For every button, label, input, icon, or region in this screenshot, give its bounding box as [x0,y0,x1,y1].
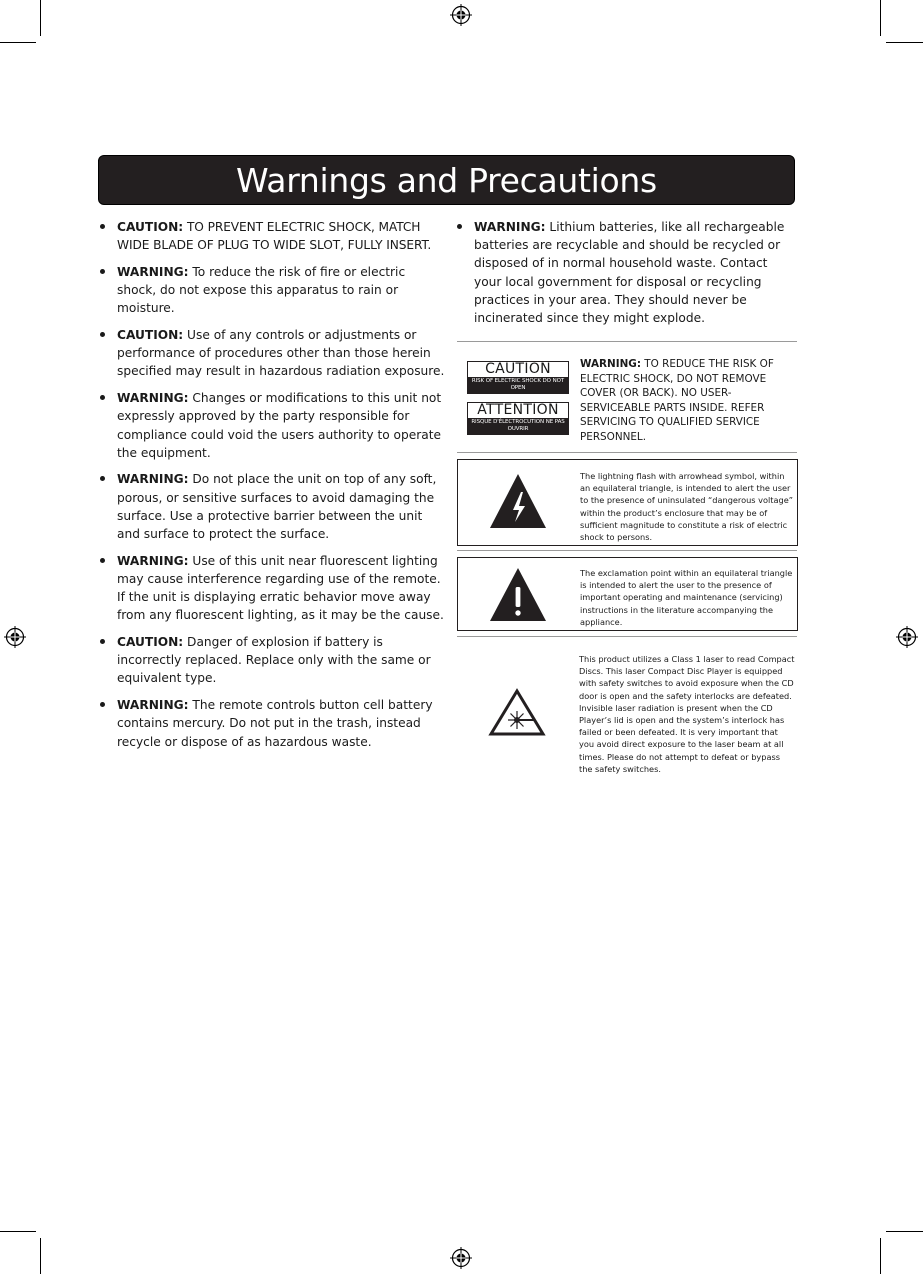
divider [457,550,797,551]
lightning-notice-box [457,459,798,546]
shock-warning [580,357,790,445]
crop-mark [40,1238,41,1274]
item-label: CAUTION: [117,328,184,343]
lightning-text: The lightning flash with arrowhead symbol, within an equilateral triangle, is intended to alert the user to the presence of uninsulated “dangerous voltage” within the product’s enclosure that may be of sufficient magnitude to constitute a risk of electric shock to persons. [580,471,794,543]
list-item [98,389,448,462]
divider [457,452,797,453]
item-text: To reduce the risk of fire or electric shock, do not expose this apparatus to rain or moisture. [117,264,406,316]
laser-warning-icon [488,688,546,736]
crop-mark [880,0,881,36]
bullet [100,476,105,481]
attention-title: ATTENTION [477,402,559,418]
item-label: CAUTION: [117,635,184,650]
list-item [98,696,448,751]
crop-mark [886,1231,923,1232]
registration-mark-icon [450,1247,472,1269]
divider [457,341,797,342]
item-label: WARNING: [117,264,189,279]
lightning-triangle-icon [488,470,548,530]
list-item [98,552,448,625]
caution-badge [467,361,569,394]
item-text: The remote controls button cell battery contains mercury. Do not put in the trash, instead recycle or dispose of as hazardous waste. [117,698,433,749]
registration-mark-icon [896,626,918,648]
item-label: WARNING: [117,553,189,568]
registration-mark-icon [4,626,26,648]
crop-mark [886,42,923,43]
list-item [98,633,448,688]
item-text: Use of any controls or adjustments or performance of procedures other than those herein specified may result in hazardous radiation exposure. [117,328,445,379]
precautions-list [98,218,448,751]
exclamation-notice-box [457,557,798,631]
item-label: WARNING: [117,698,189,713]
exclamation-text: The exclamation point within an equilateral triangle is intended to alert the user to the presence of important operating and maintenance (servicing) instructions in the literature accompanying the appliance. [580,568,793,627]
item-label: WARNING: [117,391,189,406]
item-label: CAUTION: [117,220,184,234]
crop-mark [0,1231,36,1232]
shock-warning-label: WARNING: [580,358,641,370]
bullet [457,224,462,229]
caution-subtitle: RISK OF ELECTRIC SHOCK DO NOT OPEN [468,377,568,393]
bullet [100,558,105,563]
attention-badge [467,402,569,435]
item-text: Danger of explosion if battery is incorrectly replaced. Replace only with the same or equivalent type. [117,635,431,686]
item-label: WARNING: [474,220,546,234]
attention-subtitle: RISQUE D'ÉLECTROCUTION NE PAS OUVRIR [468,418,568,434]
divider [457,636,797,637]
page-title: Warnings and Precautions [236,160,657,200]
list-item [98,263,448,318]
registration-mark-icon [450,4,472,26]
list-item [98,326,448,381]
item-text: TO PREVENT ELECTRIC SHOCK, MATCH WIDE BLADE OF PLUG TO WIDE SLOT, FULLY INSERT. [117,220,432,253]
bullet [100,702,105,707]
item-text: Use of this unit near fluorescent lighting may cause interference regarding use of the remote. If the unit is displaying erratic behavior move away from any fluorescent lighting, as it may be the cause. [117,553,444,623]
caution-title: CAUTION [485,361,551,377]
crop-mark [40,0,41,36]
list-item [455,218,797,327]
left-column [98,218,448,759]
crop-mark [880,1238,881,1274]
item-text: Changes or modifications to this unit not expressly approved by the party responsible for compliance could void the users authority to operate the equipment. [117,391,442,460]
laser-text: This product utilizes a Class 1 laser to read Compact Discs. This laser Compact Disc Player is equipped with safety switches to avoid exposure when the CD door is open and the safety interlocks are defeated. Invisible laser radiation is present when the CD Player’s lid is open and the system’s interlock has failed or been defeated. It is very important that you avoid direct exposure to the laser beam at all times. Please do not attempt to defeat or bypass the safety switches. [579,654,795,774]
bullet [100,224,105,229]
crop-mark [0,42,36,43]
item-text: Do not place the unit on top of any soft, porous, or sensitive surfaces to avoid damaging the surface. Use a protective barrier between the unit and surface to protect the surface. [117,472,437,542]
battery-list [455,218,797,327]
bullet [100,395,105,400]
shock-warning-text: TO REDUCE THE RISK OF ELECTRIC SHOCK, DO NOT REMOVE COVER (OR BACK). NO USER-SERVICEABLE PARTS INSIDE. REFER SERVICING TO QUALIFIED SERVICE PERSONNEL. [580,358,774,443]
bullet [100,269,105,274]
exclamation-triangle-icon [488,565,548,623]
list-item [98,218,448,254]
right-column [455,218,797,336]
title-banner [98,155,795,205]
bullet [100,639,105,644]
item-text: Lithium batteries, like all rechargeable batteries are recyclable and should be recycled or disposed of in normal household waste. Contact your local government for disposal or recycling practices in your area. They should never be incinerated since they might explode. [474,220,785,326]
bullet [100,332,105,337]
item-label: WARNING: [117,472,189,487]
list-item [98,470,448,543]
